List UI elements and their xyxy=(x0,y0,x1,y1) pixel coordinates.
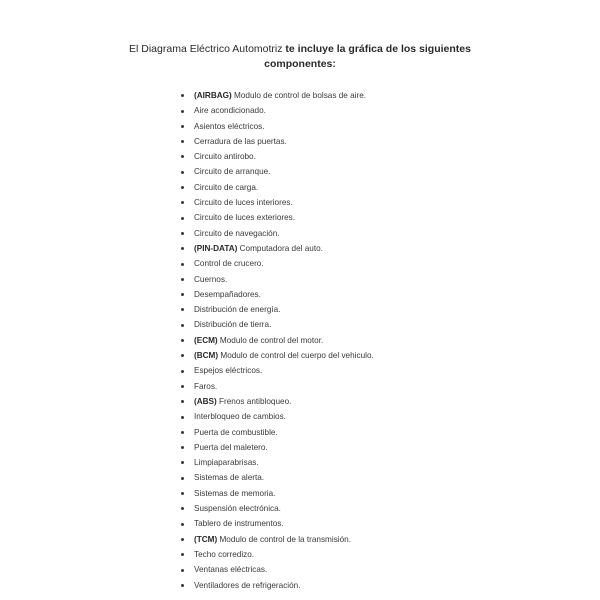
list-item xyxy=(180,547,374,562)
intro-line-2 xyxy=(0,57,600,72)
list-item-label: Circuito de luces exteriores. xyxy=(194,213,296,223)
list-item xyxy=(180,578,374,593)
list-item-label: Distribución de energía. xyxy=(194,305,281,315)
list-item-label: Circuito de arranque. xyxy=(194,167,271,177)
list-item xyxy=(180,409,374,424)
list-item xyxy=(180,486,374,501)
list-item xyxy=(180,210,374,225)
bullet-icon xyxy=(181,324,184,327)
list-item xyxy=(180,363,374,378)
bullet-icon xyxy=(181,201,184,204)
bullet-icon xyxy=(181,370,184,373)
bullet-icon xyxy=(181,339,184,342)
list-item xyxy=(180,394,374,409)
list-item xyxy=(180,226,374,241)
list-item-acronym: (ECM) xyxy=(194,335,218,345)
list-item-label: Cuernos. xyxy=(194,274,228,284)
bullet-icon xyxy=(181,308,184,311)
list-item xyxy=(180,348,374,363)
list-item-acronym: (ABS) xyxy=(194,396,217,406)
list-item-label: Suspensión electrónica. xyxy=(194,504,281,514)
list-item xyxy=(180,333,374,348)
bullet-icon xyxy=(181,431,184,434)
bullet-icon xyxy=(181,584,184,587)
list-item-label: Aire acondicionado. xyxy=(194,106,266,116)
list-item-label: Distribución de tierra. xyxy=(194,320,272,330)
list-item xyxy=(180,302,374,317)
list-item xyxy=(180,287,374,302)
list-item xyxy=(180,317,374,332)
list-item-acronym: (AIRBAG) xyxy=(194,91,232,100)
list-item-label: Faros. xyxy=(194,381,218,391)
list-item-label: Circuito de luces interiores. xyxy=(194,198,293,208)
list-item xyxy=(180,180,374,195)
list-item xyxy=(180,256,374,271)
list-item xyxy=(180,195,374,210)
bullet-icon xyxy=(181,523,184,526)
bullet-icon xyxy=(181,263,184,266)
component-list xyxy=(180,88,374,593)
bullet-icon xyxy=(181,385,184,388)
bullet-icon xyxy=(181,293,184,296)
bullet-icon xyxy=(181,171,184,174)
list-item xyxy=(180,119,374,134)
list-item-label: Tablero de instrumentos. xyxy=(194,519,284,529)
bullet-icon xyxy=(181,461,184,464)
bullet-icon xyxy=(181,155,184,158)
bullet-icon xyxy=(181,354,184,357)
bullet-icon xyxy=(181,416,184,419)
list-item-label: Espejos eléctricos. xyxy=(194,366,263,376)
list-item-label: Computadora del auto. xyxy=(237,243,323,253)
list-item xyxy=(180,149,374,164)
list-item-label: Modulo de control de la transmisión. xyxy=(217,534,351,544)
list-item-label: Circuito antirobo. xyxy=(194,152,256,162)
bullet-icon xyxy=(181,110,184,113)
list-item-label: Limpiaparabrisas. xyxy=(194,458,259,468)
bullet-icon xyxy=(181,507,184,510)
bullet-icon xyxy=(181,446,184,449)
list-item-label: Puerta de combustible. xyxy=(194,427,278,437)
list-item xyxy=(180,440,374,455)
bullet-icon xyxy=(181,538,184,541)
list-item xyxy=(180,532,374,547)
list-item xyxy=(180,470,374,485)
list-item-acronym: (TCM) xyxy=(194,534,218,544)
list-item-label: Control de crucero. xyxy=(194,259,264,269)
bullet-icon xyxy=(181,553,184,556)
bullet-icon xyxy=(181,140,184,143)
list-item-label: Sistemas de alerta. xyxy=(194,473,265,483)
list-item xyxy=(180,562,374,577)
list-item-label: Circuito de navegación. xyxy=(194,228,280,238)
bullet-icon xyxy=(181,232,184,235)
list-item-acronym: (PIN-DATA) xyxy=(194,243,238,253)
list-item-label: Puerta del maletero. xyxy=(194,442,268,452)
list-item-label: Circuito de carga. xyxy=(194,182,259,192)
list-item xyxy=(180,88,374,103)
bullet-icon xyxy=(181,186,184,189)
list-item xyxy=(180,272,374,287)
list-item xyxy=(180,516,374,531)
list-item-label: Modulo de control de bolsas de aire. xyxy=(231,91,367,100)
bullet-icon xyxy=(181,400,184,403)
bullet-icon xyxy=(181,477,184,480)
list-item xyxy=(180,241,374,256)
bullet-icon xyxy=(181,94,184,97)
bullet-icon xyxy=(181,492,184,495)
list-item-label: Ventanas eléctricas. xyxy=(194,565,268,575)
list-item-label: Asientos eléctricos. xyxy=(194,121,265,131)
intro-bold-text: te incluye la gráfica de los siguientes xyxy=(285,43,471,55)
list-item-label: Ventiladores de refrigeración. xyxy=(194,580,301,590)
intro-paragraph xyxy=(0,42,600,72)
intro-normal-text: El Diagrama Eléctrico Automotriz xyxy=(129,43,286,55)
list-item-label: Techo corredizo. xyxy=(194,549,255,559)
list-item xyxy=(180,501,374,516)
list-item-acronym: (BCM) xyxy=(194,351,219,361)
list-item-label: Cerradura de las puertas. xyxy=(194,136,287,146)
list-item xyxy=(180,164,374,179)
list-item-label: Desempañadores. xyxy=(194,289,261,299)
list-item-label: Modulo de control del motor. xyxy=(217,335,324,345)
list-item-label: Modulo de control del cuerpo del vehiculo. xyxy=(218,351,374,361)
list-item-label: Interbloqueo de cambios. xyxy=(194,412,286,422)
intro-line-1 xyxy=(0,42,600,57)
bullet-icon xyxy=(181,569,184,572)
list-item xyxy=(180,134,374,149)
list-item xyxy=(180,425,374,440)
bullet-icon xyxy=(181,247,184,250)
list-item-label: Sistemas de memoria. xyxy=(194,488,276,498)
list-item xyxy=(180,103,374,118)
list-item xyxy=(180,379,374,394)
list-item xyxy=(180,455,374,470)
bullet-icon xyxy=(181,125,184,128)
intro-bold-text-2: componentes: xyxy=(264,58,336,70)
bullet-icon xyxy=(181,217,184,220)
bullet-icon xyxy=(181,278,184,281)
list-item-label: Frenos antibloqueo. xyxy=(216,396,292,406)
